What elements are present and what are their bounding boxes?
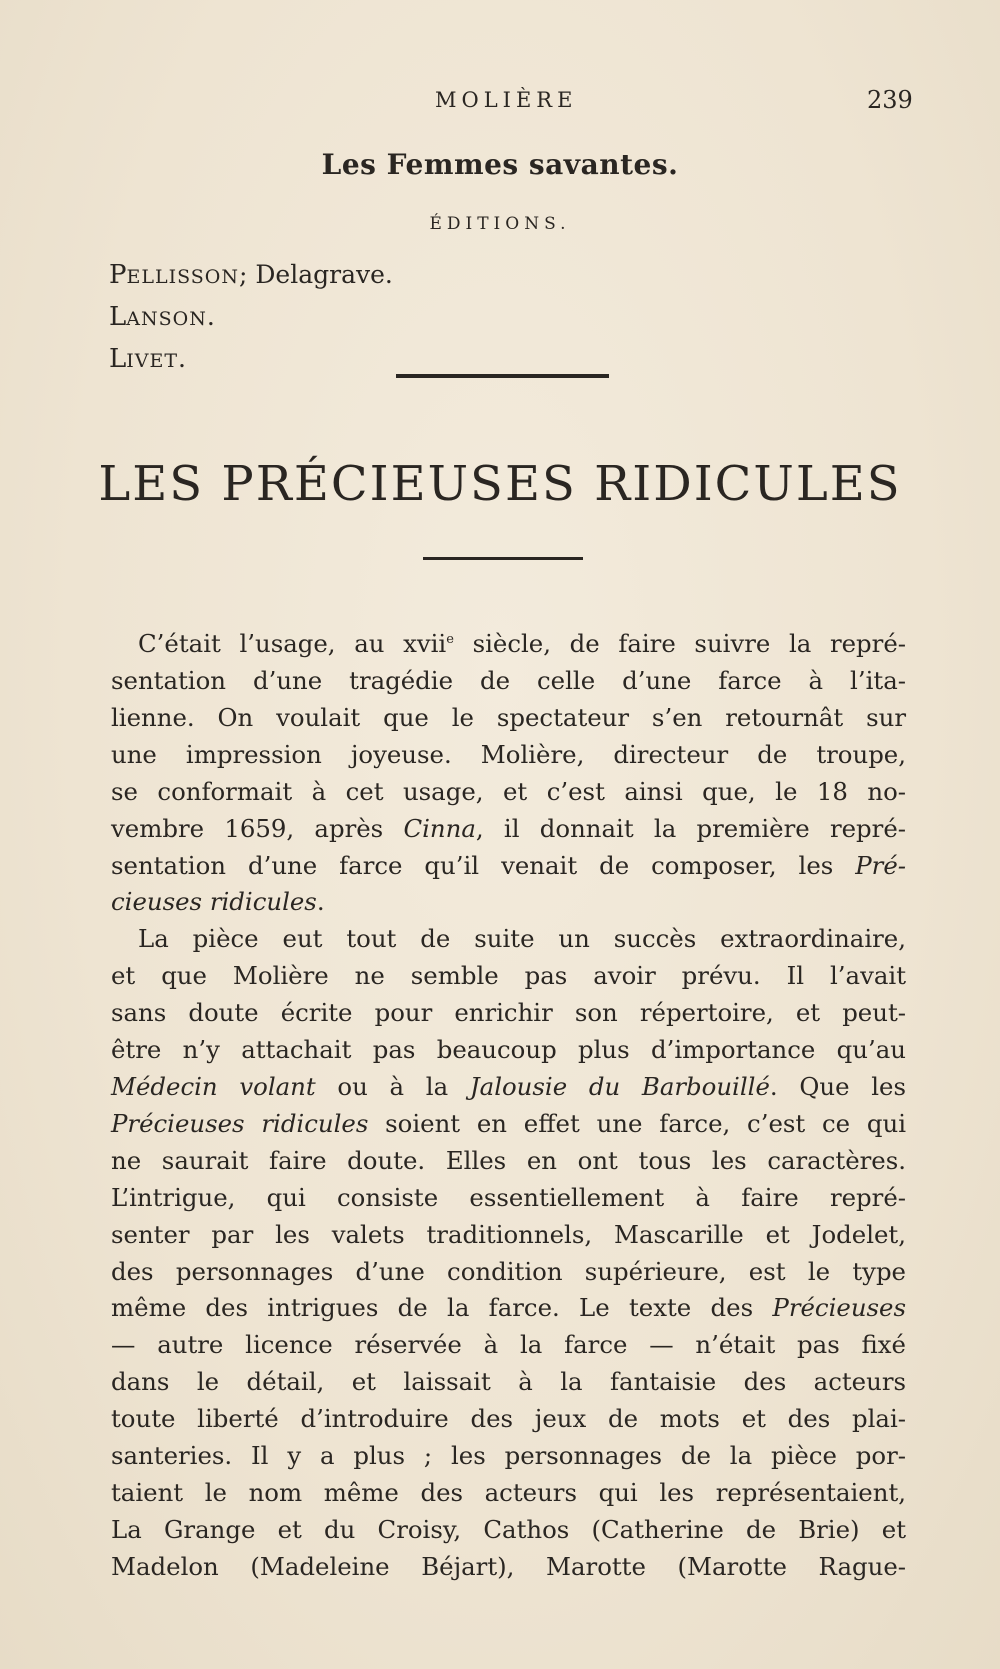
text-line: L’intrigue, qui consiste essentiellement à faire repré- bbox=[111, 1182, 906, 1212]
page-number: 239 bbox=[867, 86, 913, 114]
editions-label: ÉDITIONS. bbox=[429, 214, 571, 234]
editions-list bbox=[109, 255, 393, 381]
text-line: être n’y attachait pas beaucoup plus d’importance qu’au bbox=[111, 1035, 906, 1065]
text-line: C’était l’usage, au xvii$^e$ siècle, de faire suivre la repré- bbox=[138, 629, 906, 659]
text-line: sentation d’une farce qu’il venait de composer, les Pré- bbox=[111, 850, 906, 880]
text-line: La pièce eut tout de suite un succès extraordinaire, bbox=[138, 924, 906, 954]
text-line: une impression joyeuse. Molière, directeur de troupe, bbox=[111, 739, 906, 769]
edition-item: LANSON. bbox=[109, 302, 215, 332]
text-line: senter par les valets traditionnels, Mascarille et Jodelet, bbox=[111, 1219, 906, 1249]
text-line: toute liberté d’introduire des jeux de mots et des plai- bbox=[111, 1404, 906, 1434]
running-header bbox=[0, 88, 1000, 118]
section-title: Les Femmes savantes. bbox=[321, 148, 679, 181]
divider-rule bbox=[396, 374, 609, 378]
text-line: La Grange et du Croisy, Cathos (Catherine de Brie) et bbox=[111, 1514, 906, 1544]
text-line: ne saurait faire doute. Elles en ont tous les caractères. bbox=[111, 1145, 906, 1175]
text-line: Madelon (Madeleine Béjart), Marotte (Marotte Rague- bbox=[111, 1551, 906, 1581]
chapter-title: LES PRÉCIEUSES RIDICULES bbox=[98, 456, 902, 512]
edition-item: LIVET. bbox=[109, 344, 186, 374]
text-line: vembre 1659, après Cinna, il donnait la première repré- bbox=[111, 813, 906, 843]
text-line: taient le nom même des acteurs qui les représentaient, bbox=[111, 1477, 906, 1507]
text-line: — autre licence réservée à la farce — n’était pas fixé bbox=[111, 1330, 906, 1360]
text-line: se conformait à cet usage, et c’est ainsi que, le 18 no- bbox=[111, 776, 906, 806]
divider-rule bbox=[423, 557, 583, 560]
text-line: sentation d’une tragédie de celle d’une farce à l’ita- bbox=[111, 666, 906, 696]
body-text bbox=[111, 622, 906, 1586]
text-line: cieuses ridicules. bbox=[111, 887, 325, 917]
text-line: des personnages d’une condition supérieure, est le type bbox=[111, 1256, 906, 1286]
text-line: et que Molière ne semble pas avoir prévu. Il l’avait bbox=[111, 961, 906, 991]
text-line: santeries. Il y a plus ; les personnages de la pièce por- bbox=[111, 1441, 906, 1471]
text-line: lienne. On voulait que le spectateur s’en retournât sur bbox=[111, 702, 906, 732]
text-line: sans doute écrite pour enrichir son répertoire, et peut- bbox=[111, 998, 906, 1028]
text-line: même des intrigues de la farce. Le texte des Précieuses bbox=[111, 1293, 906, 1323]
edition-item: PELLISSON; Delagrave. bbox=[109, 260, 393, 290]
running-title: MOLIÈRE bbox=[435, 88, 578, 112]
text-line: dans le détail, et laissait à la fantaisie des acteurs bbox=[111, 1367, 906, 1397]
text-line: Précieuses ridicules soient en effet une farce, c’est ce qui bbox=[111, 1108, 906, 1138]
text-line: Médecin volant ou à la Jalousie du Barbouillé. Que les bbox=[111, 1072, 906, 1101]
